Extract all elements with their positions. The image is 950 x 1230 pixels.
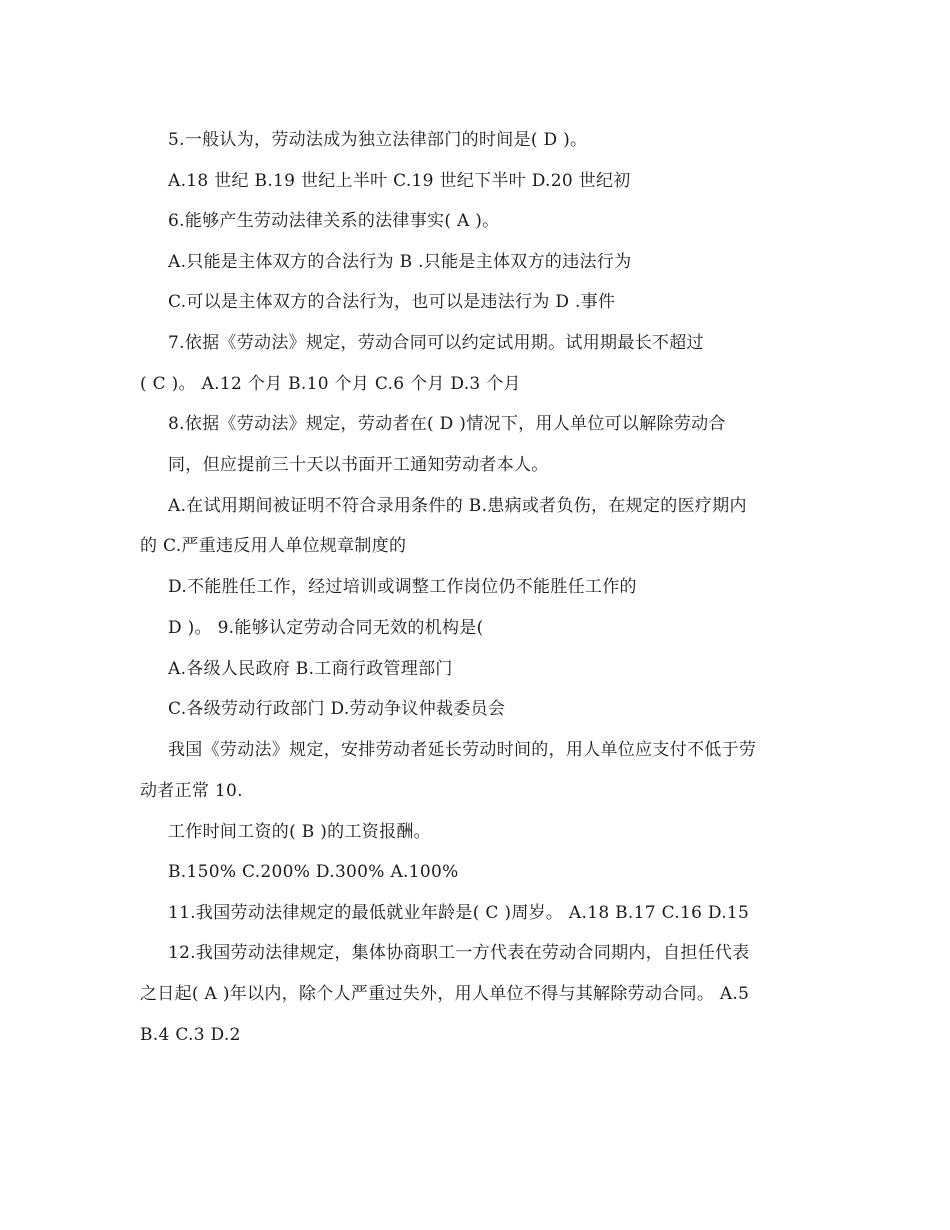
question-7-options: ( C )。 A.12 个月 B.10 个月 C.6 个月 D.3 个月 — [140, 374, 521, 394]
question-9-options-2: C.各级劳动行政部门 D.劳动争议仲裁委员会 — [168, 699, 506, 719]
question-6: 6.能够产生劳动法律关系的法律事实( A )。 — [168, 211, 500, 231]
question-12: 12.我国劳动法律规定，集体协商职工一方代表在劳动合同期内，自担任代表 — [168, 943, 750, 963]
question-5-options: A.18 世纪 B.19 世纪上半叶 C.19 世纪下半叶 D.20 世纪初 — [168, 171, 631, 191]
question-8-options-2: 的 C.严重违反用人单位规章制度的 — [140, 536, 407, 556]
question-8-options-3: D.不能胜任工作，经过培训或调整工作岗位仍不能胜任工作的 — [168, 577, 637, 597]
question-12-continued: 之日起( A )年以内，除个人严重过失外，用人单位不得与其解除劳动合同。 A.5 — [140, 984, 750, 1004]
question-9: D )。 9.能够认定劳动合同无效的机构是( — [168, 618, 484, 638]
question-7: 7.依据《劳动法》规定，劳动合同可以约定试用期。试用期最长不超过 — [168, 333, 704, 353]
question-8-continued: 同，但应提前三十天以书面开工通知劳动者本人。 — [168, 455, 549, 475]
question-10-options: B.150% C.200% D.300% A.100% — [168, 862, 459, 882]
question-10: 我国《劳动法》规定，安排劳动者延长劳动时间的，用人单位应支付不低于劳 — [168, 740, 757, 760]
question-6-options-2: C.可以是主体双方的合法行为，也可以是违法行为 D .事件 — [168, 292, 616, 312]
question-10-stem: 工作时间工资的( B )的工资报酬。 — [168, 822, 431, 842]
question-8-options-1: A.在试用期间被证明不符合录用条件的 B.患病或者负伤，在规定的医疗期内 — [168, 496, 747, 516]
question-10-continued: 动者正常 10. — [140, 781, 243, 801]
question-11: 11.我国劳动法律规定的最低就业年龄是( C )周岁。 A.18 B.17 C.16 D.15 — [168, 903, 750, 923]
question-12-options: B.4 C.3 D.2 — [140, 1025, 241, 1045]
question-6-options-1: A.只能是主体双方的合法行为 B .只能是主体双方的违法行为 — [168, 252, 632, 272]
question-9-options-1: A.各级人民政府 B.工商行政管理部门 — [168, 659, 453, 679]
question-5: 5.一般认为，劳动法成为独立法律部门的时间是( D )。 — [168, 130, 588, 150]
question-8: 8.依据《劳动法》规定，劳动者在( D )情况下，用人单位可以解除劳动合 — [168, 414, 726, 434]
